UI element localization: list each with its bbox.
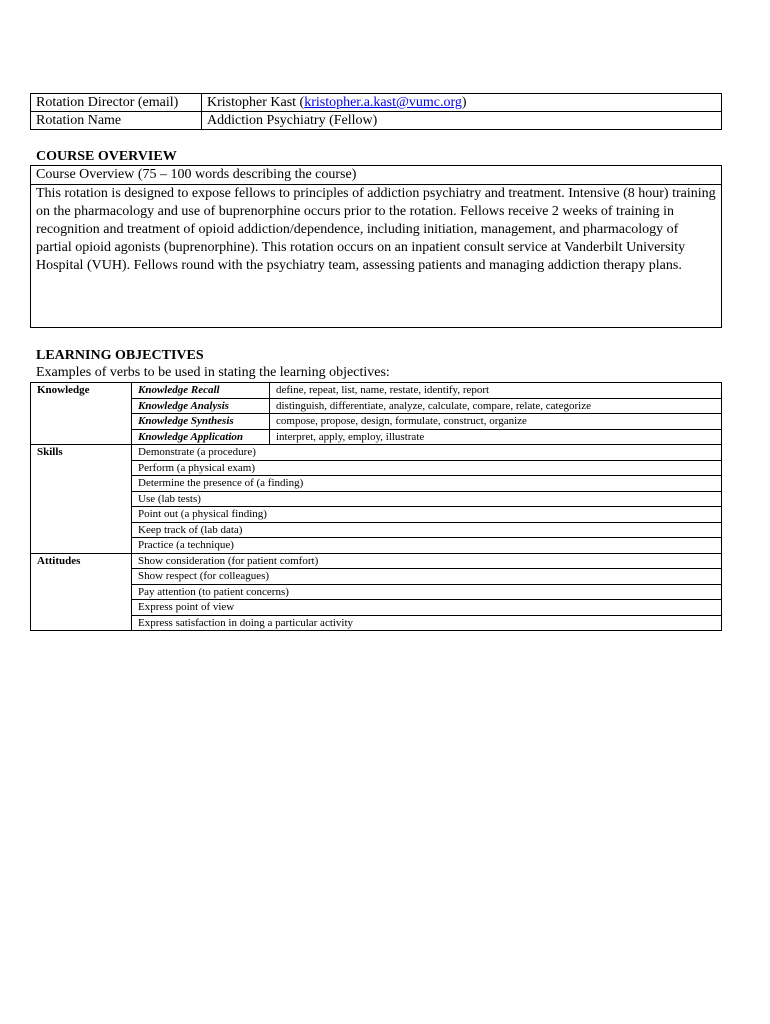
category-spacer [31, 584, 132, 600]
table-row [31, 491, 722, 507]
table-row [31, 112, 722, 130]
table-row [31, 507, 722, 523]
skill-item: Demonstrate (a procedure) [132, 445, 722, 461]
category-spacer [31, 398, 132, 414]
skill-item: Point out (a physical finding) [132, 507, 722, 523]
table-row [31, 429, 722, 445]
table-row [31, 615, 722, 631]
category-spacer [31, 414, 132, 430]
knowledge-verbs: define, repeat, list, name, restate, identify, report [270, 383, 722, 399]
table-row [31, 445, 722, 461]
rotation-info-table [30, 93, 722, 130]
table-row [31, 476, 722, 492]
category-spacer [31, 569, 132, 585]
category-spacer [31, 476, 132, 492]
attitude-item: Express point of view [132, 600, 722, 616]
learning-objectives-title: LEARNING OBJECTIVES [36, 348, 204, 363]
table-row [31, 460, 722, 476]
course-overview-table [30, 165, 722, 328]
attitudes-category: Attitudes [31, 553, 132, 569]
category-spacer [31, 600, 132, 616]
knowledge-verbs: compose, propose, design, formulate, construct, organize [270, 414, 722, 430]
category-spacer [31, 429, 132, 445]
table-row [31, 600, 722, 616]
table-row [31, 414, 722, 430]
table-row [31, 383, 722, 399]
course-overview-title: COURSE OVERVIEW [36, 149, 177, 164]
director-name: Kristopher Kast ( [207, 95, 305, 110]
knowledge-type: Knowledge Analysis [132, 398, 270, 414]
director-label: Rotation Director (email) [31, 94, 202, 112]
knowledge-type: Knowledge Synthesis [132, 414, 270, 430]
knowledge-type: Knowledge Application [132, 429, 270, 445]
table-row [31, 553, 722, 569]
skill-item: Practice (a technique) [132, 538, 722, 554]
category-spacer [31, 491, 132, 507]
course-overview-header: Course Overview (75 – 100 words describing the course) [31, 166, 722, 185]
knowledge-type: Knowledge Recall [132, 383, 270, 399]
category-spacer [31, 538, 132, 554]
verbs-intro-text: Examples of verbs to be used in stating the learning objectives: [36, 365, 390, 380]
attitude-item: Show respect (for colleagues) [132, 569, 722, 585]
learning-objectives-table [30, 382, 722, 631]
skill-item: Perform (a physical exam) [132, 460, 722, 476]
category-spacer [31, 460, 132, 476]
director-value [202, 94, 722, 112]
table-row [31, 94, 722, 112]
table-row [31, 584, 722, 600]
director-email-link[interactable]: kristopher.a.kast@vumc.org [304, 95, 462, 110]
skill-item: Determine the presence of (a finding) [132, 476, 722, 492]
table-row [31, 522, 722, 538]
knowledge-category: Knowledge [31, 383, 132, 399]
table-row [31, 185, 722, 328]
table-row [31, 569, 722, 585]
table-row [31, 398, 722, 414]
rotation-name-label: Rotation Name [31, 112, 202, 130]
category-spacer [31, 615, 132, 631]
course-overview-body: This rotation is designed to expose fellows to principles of addiction psychiatry and treatment. Intensive (8 hour) training on the pharmacology and use of buprenorphine occurs prior to the rotation. Fellows receive 2 weeks of training in recognition and treatment of opioid addiction/dependence, including initiation, management, and pharmacology of partial opioid agonists (buprenorphine). This rotation occurs on an inpatient consult service at Vanderbilt University Hospital (VUH). Fellows round with the psychiatry team, assessing patients and managing addiction therapy plans. [31, 185, 722, 328]
table-row [31, 166, 722, 185]
attitude-item: Pay attention (to patient concerns) [132, 584, 722, 600]
attitude-item: Show consideration (for patient comfort) [132, 553, 722, 569]
knowledge-verbs: interpret, apply, employ, illustrate [270, 429, 722, 445]
skill-item: Keep track of (lab data) [132, 522, 722, 538]
table-row [31, 538, 722, 554]
category-spacer [31, 522, 132, 538]
knowledge-verbs: distinguish, differentiate, analyze, calculate, compare, relate, categorize [270, 398, 722, 414]
category-spacer [31, 507, 132, 523]
skills-category: Skills [31, 445, 132, 461]
director-close: ) [461, 95, 467, 110]
attitude-item: Express satisfaction in doing a particular activity [132, 615, 722, 631]
rotation-name-value: Addiction Psychiatry (Fellow) [202, 112, 722, 130]
skill-item: Use (lab tests) [132, 491, 722, 507]
